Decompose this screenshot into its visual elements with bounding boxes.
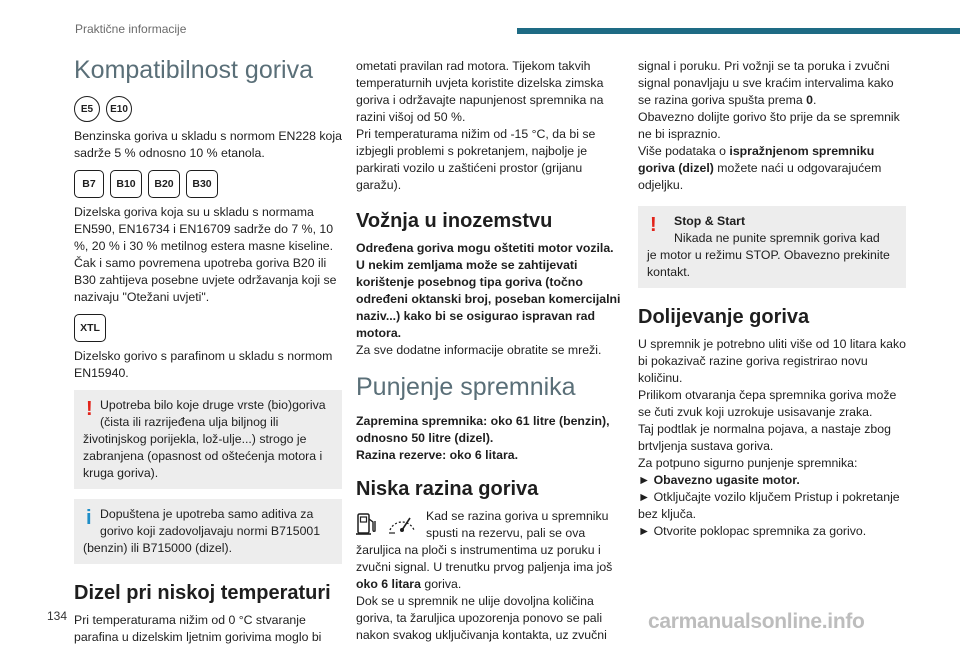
abroad-warning: Određena goriva mogu oštetiti motor vozila. U nekim zemljama može se zahtijevati korištenje posebnog tipa goriva (točno određeni oktanski broj, poseban komercijalni naziv...) kako bi se osigurao ispravan rad motora. xyxy=(356,241,621,340)
topup-text-d: Za potpuno sigurno punjenje spremnika: xyxy=(638,456,858,470)
section-title-cold-diesel: Dizel pri niskoj temperaturi xyxy=(74,582,331,604)
warning-note-stop-start xyxy=(638,206,906,288)
step-1 xyxy=(638,472,906,489)
xtl-badges xyxy=(74,314,342,342)
stop-start-rest: je motor u režimu STOP. Obavezno prekinite kontakt. xyxy=(647,248,890,279)
section-title-refuelling: Punjenje spremnika xyxy=(356,373,576,401)
page-number: 134 xyxy=(47,609,68,623)
empty-tank-ref-bold: ispražnjenom spremniku goriva (dizel) xyxy=(638,144,875,175)
fuel-badge-b10: B10 xyxy=(110,170,142,198)
header-accent-bar xyxy=(517,28,960,34)
diesel-badges xyxy=(74,170,342,198)
empty-tank-ref-end: možete naći u odgovarajućem odjeljku. xyxy=(638,161,882,192)
cold-diesel-text: Pri temperaturama nižim od 0 °C stvaranje parafina u dizelskim ljetnim gorivima moglo bi xyxy=(74,613,322,644)
step-2 xyxy=(638,489,906,523)
topup-text-c: Taj podtlak je normalna pojava, a nastaje zbog brtvljenja sustava goriva. xyxy=(638,422,891,453)
fuel-pump-icon xyxy=(356,510,378,536)
low-fuel-icons xyxy=(356,510,418,536)
arrow-icon: ► xyxy=(638,490,651,504)
abroad-contact: Za sve dodatne informacije obratite se mreži. xyxy=(356,343,602,357)
fuel-badge-xtl: XTL xyxy=(74,314,106,342)
warning-note-biofuel xyxy=(74,390,342,489)
warning-text-first-line: Upotreba bilo koje druge vrste (bio)goriva xyxy=(100,398,326,412)
topup-text-b: Prilikom otvaranja čepa spremnika goriva može se čuti zvuk koji uzrokuje usisavanje zraka. xyxy=(638,388,897,419)
xtl-description: Dizelsko gorivo s parafinom u skladu s normom EN15940. xyxy=(74,349,333,380)
column-1 xyxy=(74,52,342,646)
fuel-level-zero: 0 xyxy=(806,93,813,107)
section-title-fuel-compatibility: Kompatibilnost goriva xyxy=(74,56,314,84)
warning-exclamation-icon: ! xyxy=(650,214,657,236)
low-fuel-text-a: Kad se razina goriva u spremniku spusti na rezervu, pali se ova žaruljica na ploči s instrumentima uz poruku i zvučni signal. U trenutku prvog paljenja ima još xyxy=(356,509,613,574)
watermark: carmanualsonline.info xyxy=(648,610,865,633)
info-note-additives xyxy=(74,499,342,564)
fuel-badge-e5: E5 xyxy=(74,96,100,122)
section-title-driving-abroad: Vožnja u inozemstvu xyxy=(356,210,553,232)
empty-tank-ref-a: Više podataka o xyxy=(638,144,726,158)
petrol-description: Benzinska goriva u skladu s normom EN228 koja sadrže 5 % odnosno 10 % etanola. xyxy=(74,129,342,160)
low-fuel-refill-advice: Obavezno dolijte gorivo što prije da se spremnik ne bi ispraznio. xyxy=(638,110,900,141)
step-1-text: Obavezno ugasite motor. xyxy=(653,473,800,487)
tank-capacity: Zapremina spremnika: oko 61 litre (benzin), odnosno 50 litre (dizel). xyxy=(356,414,610,445)
info-icon: i xyxy=(86,507,92,529)
section-title-low-fuel: Niska razina goriva xyxy=(356,478,539,500)
low-fuel-text-c: Dok se u spremnik ne ulije dovoljna količina goriva, ta žaruljica upozorenja ponovo se pali nakon svakog uključivanja kontakta, uz zvučni xyxy=(356,594,607,642)
petrol-badges xyxy=(74,96,342,122)
diesel-description: Dizelska goriva koja su u skladu s normama EN590, EN16734 i EN16709 sadrže do 7 %, 10 %, 20 % i 30 % metilnog estera masne kiseline. Čak i samo povremena upotreba goriva B20 ili B30 zahtijeva posebne uvjete održavanja koji se nazivaju "Otežani uvjeti". xyxy=(74,205,337,304)
cold-diesel-garage: Pri temperaturama nižim od -15 °C, da bi se izbjegli problemi s pokretanjem, najbolje je parkirati vozilo u zaštićeni prostor (grijanu garažu). xyxy=(356,127,596,192)
step-3 xyxy=(638,523,906,540)
low-fuel-text-b: goriva. xyxy=(424,577,462,591)
low-fuel-block xyxy=(356,508,624,644)
low-fuel-litres: oko 6 litara xyxy=(356,577,421,591)
step-3-text: Otvorite poklopac spremnika za gorivo. xyxy=(653,524,867,538)
column-2 xyxy=(356,58,624,644)
topup-text-a: U spremnik je potrebno uliti više od 10 litara kako bi pokazivač razine goriva registrirao novu količinu. xyxy=(638,337,906,385)
stop-start-first-line: Nikada ne punite spremnik goriva kad xyxy=(674,231,880,245)
section-title-topping-up: Dolijevanje goriva xyxy=(638,306,810,328)
arrow-icon: ► xyxy=(638,524,651,538)
info-text-rest: gorivo koji zadovoljavaju normi B715001 (benzin) ili B715000 (dizel). xyxy=(83,524,321,555)
fuel-badge-b7: B7 xyxy=(74,170,104,198)
column-3 xyxy=(638,58,906,540)
low-fuel-cont-a: signal i poruku. Pri vožnji se ta poruka i zvučni signal ponavljaju u sve kraćim intervalima kako se razina goriva spušta prema xyxy=(638,59,894,107)
fuel-gauge-icon xyxy=(386,510,418,536)
info-text-first-line: Dopuštena je upotreba samo aditiva za xyxy=(100,507,314,521)
fuel-badge-b30: B30 xyxy=(186,170,218,198)
step-2-text: Otključajte vozilo ključem Pristup i pokretanje bez ključa. xyxy=(638,490,900,521)
tank-reserve: Razina rezerve: oko 6 litara. xyxy=(356,448,518,462)
cold-diesel-continued: ometati pravilan rad motora. Tijekom takvih temperaturnih uvjeta koristite dizelska zimska goriva i održavajte napunjenost spremnika na razini višoj od 50 %. xyxy=(356,59,604,124)
stop-start-title: Stop & Start xyxy=(674,214,746,228)
fuel-badge-b20: B20 xyxy=(148,170,180,198)
running-header: Praktične informacije xyxy=(75,22,187,36)
fuel-badge-e10: E10 xyxy=(106,96,132,122)
empty-tank-reference xyxy=(638,143,906,194)
warning-text-rest: (čista ili razrijeđena ulja biljnog ili životinjskog porijekla, lož-ulje...) strogo je zabranjena (opasnost od oštećenja motora i kruga goriva). xyxy=(83,415,323,480)
low-fuel-continued: signal i poruku. Pri vožnji se ta poruka i zvučni signal ponavljaju u sve kraćim intervalima kako se razina goriva spušta prema 0. xyxy=(638,59,894,107)
arrow-icon: ► xyxy=(638,473,651,487)
warning-exclamation-icon: ! xyxy=(86,398,93,420)
